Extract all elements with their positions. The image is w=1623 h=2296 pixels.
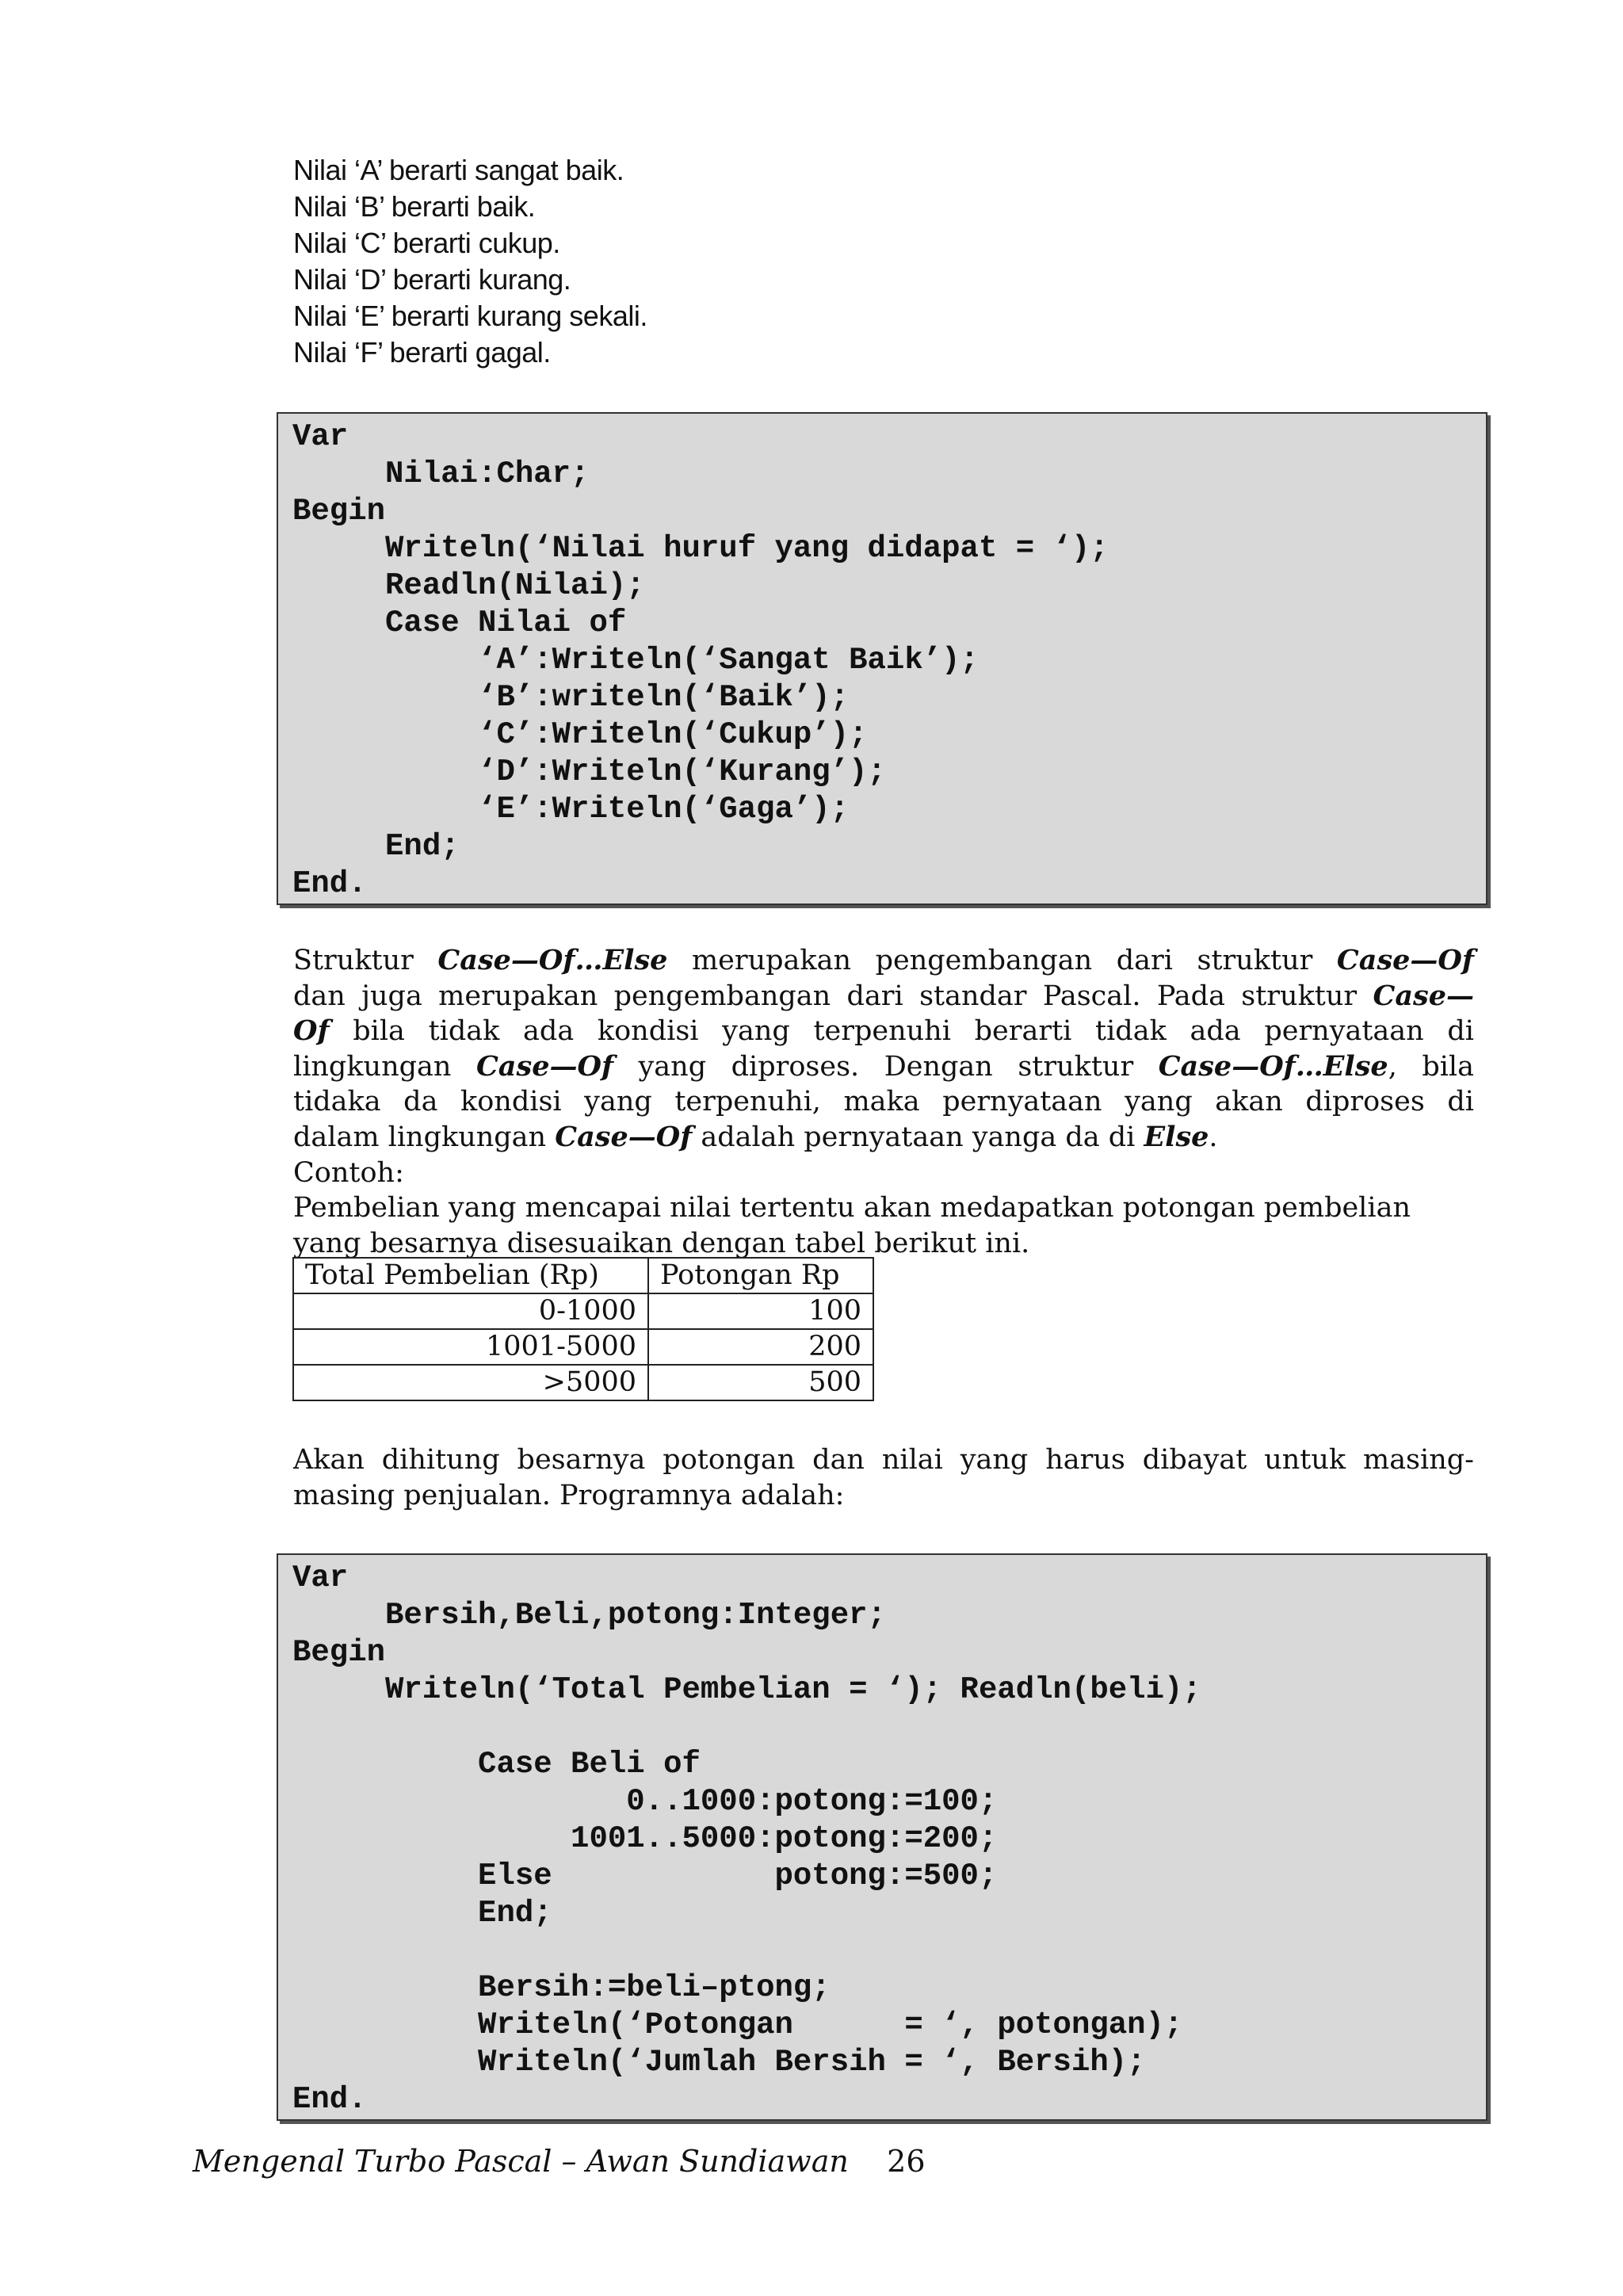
code-line: 0..1000:potong:=100; bbox=[292, 1784, 998, 1819]
column-header: Total Pembelian (Rp) bbox=[293, 1258, 648, 1293]
code-line: End. bbox=[292, 866, 367, 901]
text: bila tidak ada kondisi yang terpenuhi berarti tidak ada pernyataan di bbox=[329, 1015, 1474, 1048]
text: lingkungan bbox=[293, 1050, 476, 1083]
code-line: Begin bbox=[292, 1635, 386, 1670]
text: , bila bbox=[1388, 1050, 1474, 1083]
code-block-case-of-else bbox=[277, 1553, 1487, 2121]
list-item: Nilai ‘B’ berarti baik. bbox=[293, 190, 536, 223]
text: dalam lingkungan bbox=[293, 1121, 556, 1153]
code-line: End. bbox=[292, 2082, 367, 2117]
table-cell: 0-1000 bbox=[293, 1293, 648, 1329]
program-intro-paragraph bbox=[293, 1442, 1474, 1513]
paragraph-line bbox=[293, 979, 1474, 1014]
discount-table bbox=[292, 1257, 874, 1401]
code-line: Nilai:Char; bbox=[292, 457, 590, 491]
paragraph-line: tidaka da kondisi yang terpenuhi, maka pernyataan yang akan diproses di bbox=[293, 1086, 1474, 1118]
text: yang diproses. Dengan struktur bbox=[613, 1050, 1159, 1083]
keyword: Case—Of…Else bbox=[437, 944, 668, 976]
list-item: Nilai ‘E’ berarti kurang sekali. bbox=[293, 300, 647, 332]
code-block-case-of bbox=[277, 412, 1487, 905]
table-row bbox=[293, 1293, 873, 1329]
code-line: Writeln(‘Nilai huruf yang didapat = ‘); bbox=[292, 531, 1109, 566]
footer-title: Mengenal Turbo Pascal – Awan Sundiawan bbox=[193, 2144, 849, 2179]
list-item: Nilai ‘D’ berarti kurang. bbox=[293, 263, 571, 296]
code-line: ‘E’:Writeln(‘Gaga’); bbox=[292, 792, 850, 827]
code-line: Begin bbox=[292, 494, 386, 529]
code-line: ‘D’:Writeln(‘Kurang’); bbox=[292, 755, 886, 789]
case-of-else-paragraph bbox=[293, 943, 1474, 1261]
code-line: End; bbox=[292, 1896, 552, 1931]
code-line: Readln(Nilai); bbox=[292, 568, 645, 603]
keyword: Of bbox=[293, 1014, 330, 1048]
code-line: ‘B’:writeln(‘Baik’); bbox=[292, 680, 850, 715]
keyword: Case—Of bbox=[555, 1120, 693, 1153]
list-item: Nilai ‘C’ berarti cukup. bbox=[293, 227, 560, 259]
table-row bbox=[293, 1329, 873, 1365]
code-line: ‘A’:Writeln(‘Sangat Baik’); bbox=[292, 643, 979, 678]
page-footer bbox=[193, 2144, 926, 2179]
page-number: 26 bbox=[887, 2144, 926, 2179]
code-line bbox=[292, 1932, 1472, 1969]
code-line: ‘C’:Writeln(‘Cukup’); bbox=[292, 717, 868, 752]
paragraph-line bbox=[293, 1120, 1474, 1156]
keyword: Else bbox=[1144, 1120, 1209, 1153]
paragraph-line bbox=[293, 1049, 1474, 1085]
text: Struktur bbox=[293, 945, 438, 976]
keyword: Case—Of…Else bbox=[1158, 1049, 1388, 1083]
code-line bbox=[292, 1709, 1472, 1746]
table-row bbox=[293, 1365, 873, 1400]
code-line: Bersih:=beli–ptong; bbox=[292, 1970, 831, 2005]
column-header: Potongan Rp bbox=[648, 1258, 873, 1293]
table-cell: 100 bbox=[648, 1293, 873, 1329]
paragraph-line: Pembelian yang mencapai nilai tertentu akan medapatkan potongan pembelian bbox=[293, 1192, 1411, 1224]
text: adalah pernyataan yanga da di bbox=[692, 1121, 1144, 1153]
table-cell: 500 bbox=[648, 1365, 873, 1400]
code-line: Else potong:=500; bbox=[292, 1859, 998, 1893]
text: dan juga merupakan pengembangan dari standar Pascal. Pada struktur bbox=[293, 980, 1373, 1012]
text: . bbox=[1209, 1121, 1218, 1153]
code-line: Case Beli of bbox=[292, 1747, 701, 1782]
list-item: Nilai ‘A’ berarti sangat baik. bbox=[293, 154, 624, 186]
text: merupakan pengembangan dari struktur bbox=[667, 945, 1337, 976]
code-line: Var bbox=[292, 1561, 349, 1595]
paragraph-line bbox=[293, 1014, 1474, 1049]
keyword: Case— bbox=[1373, 979, 1474, 1012]
code-line: Writeln(‘Jumlah Bersih = ‘, Bersih); bbox=[292, 2045, 1146, 2080]
table-cell: 1001-5000 bbox=[293, 1329, 648, 1365]
table-cell: 200 bbox=[648, 1329, 873, 1365]
code-line: Bersih,Beli,potong:Integer; bbox=[292, 1598, 886, 1633]
paragraph-line: yang besarnya disesuaikan dengan tabel berikut ini. bbox=[293, 1227, 1030, 1259]
paragraph-line bbox=[293, 943, 1474, 979]
code-line: Var bbox=[292, 419, 349, 454]
table-header-row bbox=[293, 1258, 873, 1293]
table-cell: >5000 bbox=[293, 1365, 648, 1400]
code-line: End; bbox=[292, 829, 460, 864]
paragraph-line: Contoh: bbox=[293, 1156, 404, 1189]
code-line: 1001..5000:potong:=200; bbox=[292, 1821, 998, 1856]
paragraph-line: masing penjualan. Programnya adalah: bbox=[293, 1479, 845, 1511]
paragraph-line: Akan dihitung besarnya potongan dan nilai yang harus dibayat untuk masing- bbox=[293, 1444, 1474, 1476]
keyword: Case—Of bbox=[1336, 944, 1474, 976]
list-item: Nilai ‘F’ berarti gagal. bbox=[293, 336, 551, 369]
grade-list bbox=[293, 152, 647, 371]
keyword: Case—Of bbox=[475, 1049, 614, 1083]
code-line: Writeln(‘Potongan = ‘, potongan); bbox=[292, 2008, 1183, 2042]
code-line: Writeln(‘Total Pembelian = ‘); Readln(beli); bbox=[292, 1672, 1201, 1707]
code-line: Case Nilai of bbox=[292, 606, 627, 640]
